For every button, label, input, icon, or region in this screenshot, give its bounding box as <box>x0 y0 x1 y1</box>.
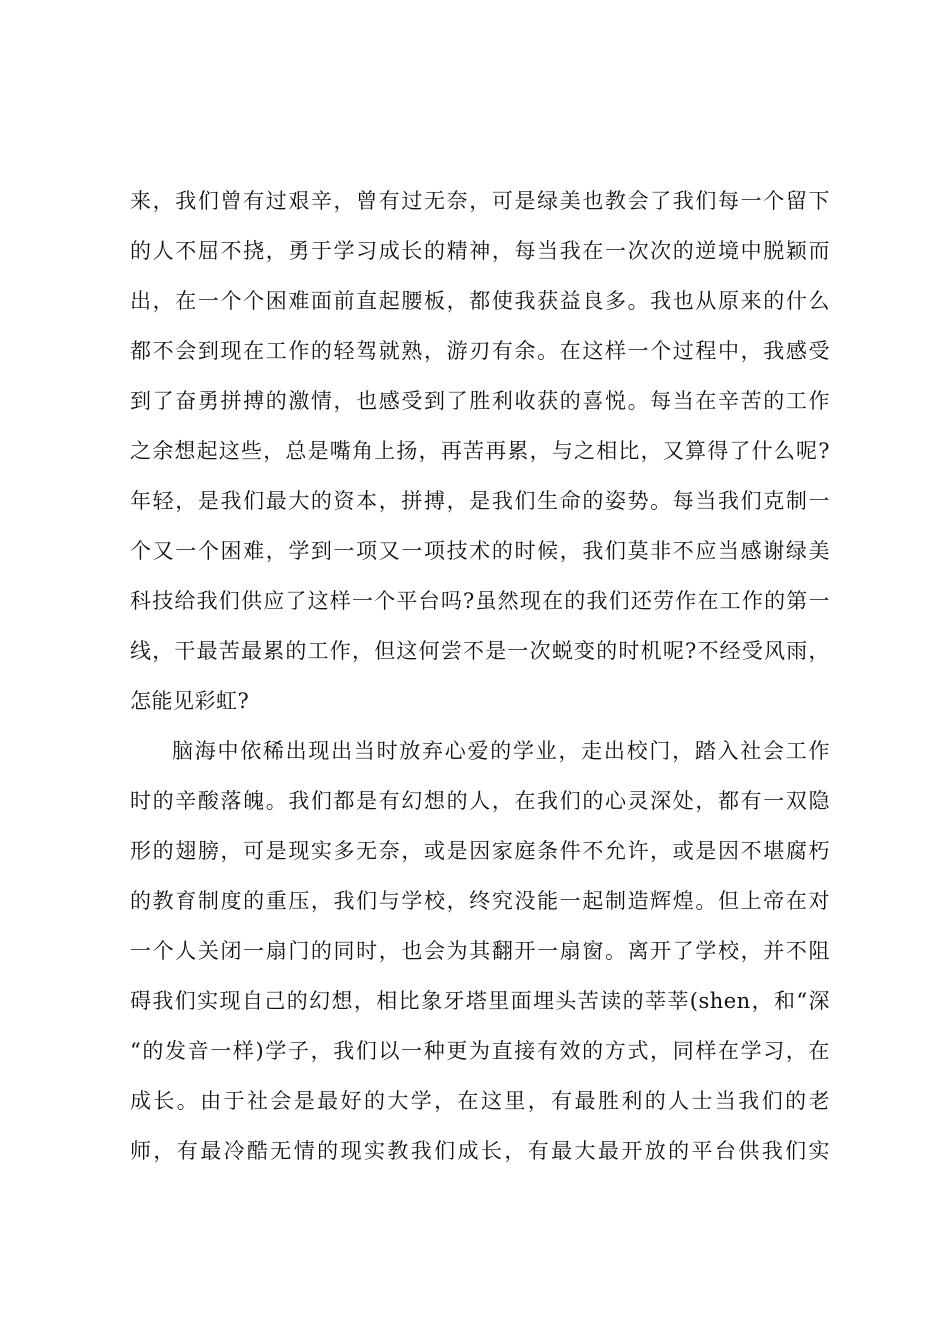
text-line: 都不会到现在工作的轻驾就熟，游刃有余。在这样一个过程中，我感受 <box>130 339 830 363</box>
text-line: 脑海中依稀出现出当时放弃心爱的学业，走出校门，踏入社会工作 <box>172 739 830 763</box>
text-line: 成长。由于社会是最好的大学，在这里，有最胜利的人士当我们的老 <box>130 1089 830 1113</box>
paragraph-2 <box>130 733 830 1183</box>
text-line: 年轻，是我们最大的资本，拼搏，是我们生命的姿势。每当我们克制一 <box>130 489 830 513</box>
text-line: 科技给我们供应了这样一个平台吗?虽然现在的我们还劳作在工作的第一 <box>130 589 830 613</box>
text-line: 之余想起这些，总是嘴角上扬，再苦再累，与之相比，又算得了什么呢? <box>130 439 830 463</box>
paragraph-1 <box>130 183 830 733</box>
text-line: 的教育制度的重压，我们与学校，终究没能一起制造辉煌。但上帝在对 <box>130 889 830 913</box>
text-line: 来，我们曾有过艰辛，曾有过无奈，可是绿美也教会了我们每一个留下 <box>130 189 830 213</box>
text-line: 到了奋勇拼搏的激情，也感受到了胜利收获的喜悦。每当在辛苦的工作 <box>130 389 830 413</box>
text-line: 的人不屈不挠，勇于学习成长的精神，每当我在一次次的逆境中脱颖而 <box>130 239 830 263</box>
text-line: 一个人关闭一扇门的同时，也会为其翻开一扇窗。离开了学校，并不阻 <box>130 939 830 963</box>
text-line: 时的辛酸落魄。我们都是有幻想的人，在我们的心灵深处，都有一双隐 <box>130 789 830 813</box>
text-line: 怎能见彩虹? <box>130 689 250 713</box>
body-text <box>130 183 830 1183</box>
text-line: 形的翅膀，可是现实多无奈，或是因家庭条件不允许，或是因不堪腐朽 <box>130 839 830 863</box>
text-line: 出，在一个个困难面前直起腰板，都使我获益良多。我也从原来的什么 <box>130 289 830 313</box>
text-line: 线，干最苦最累的工作，但这何尝不是一次蜕变的时机呢?不经受风雨， <box>130 639 830 663</box>
text-line: 师，有最冷酷无情的现实教我们成长，有最大最开放的平台供我们实 <box>130 1139 830 1163</box>
text-line: “的发音一样)学子，我们以一种更为直接有效的方式，同样在学习，在 <box>130 1039 830 1063</box>
text-line: 个又一个困难，学到一项又一项技术的时候，我们莫非不应当感谢绿美 <box>130 539 830 563</box>
text-line: 碍我们实现自己的幻想，相比象牙塔里面埋头苦读的莘莘(shen，和“深 <box>130 989 830 1013</box>
